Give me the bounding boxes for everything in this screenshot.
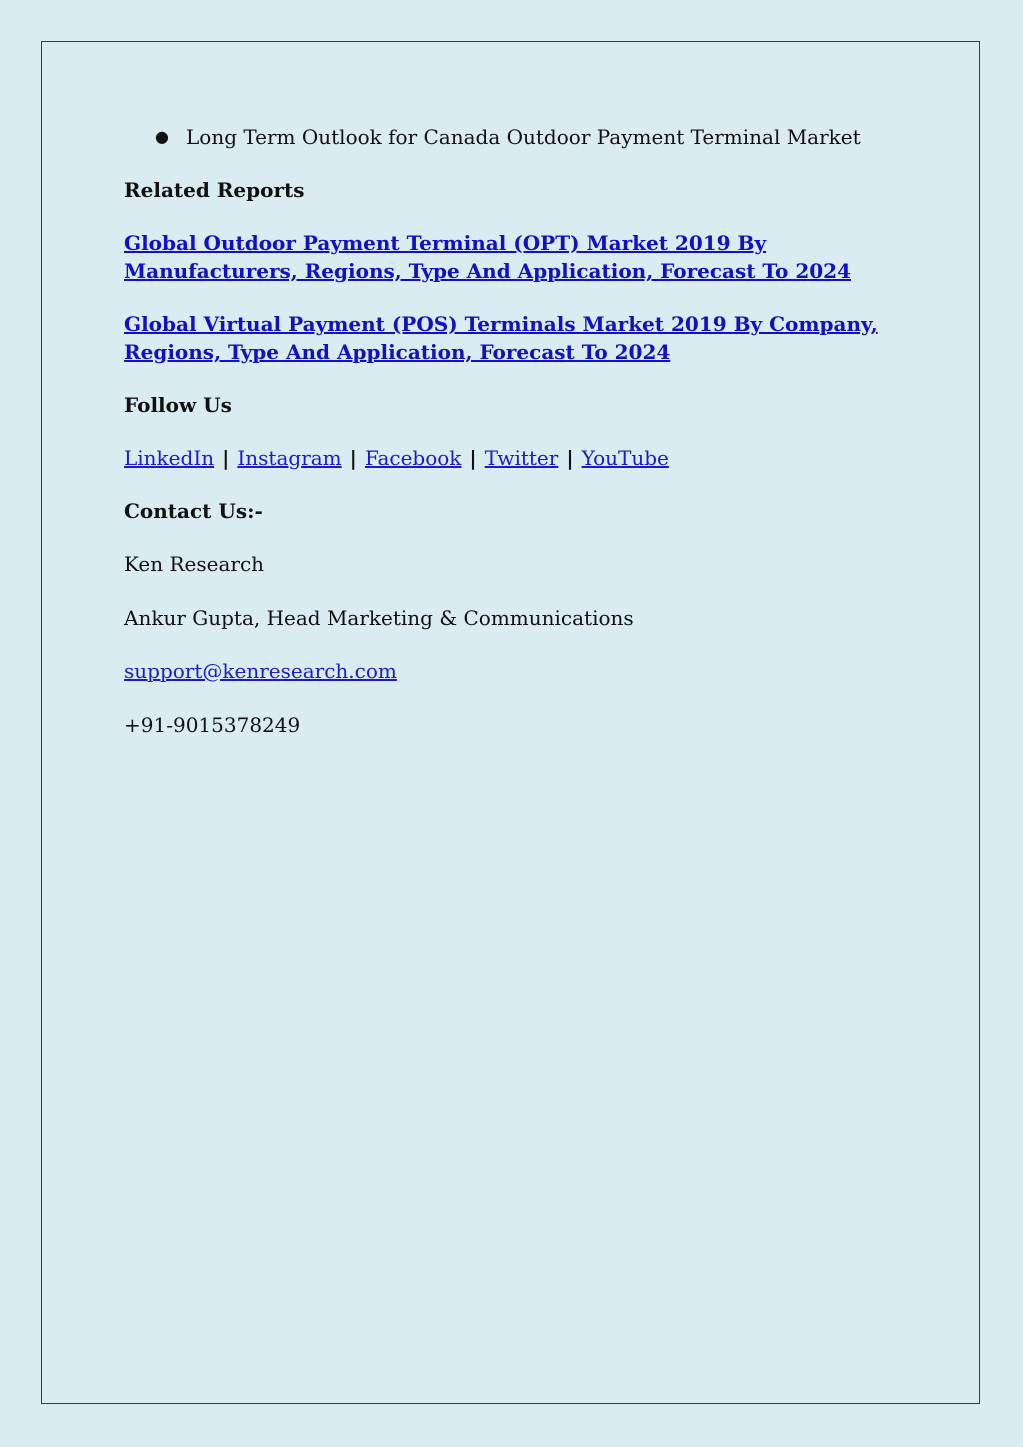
email-link[interactable]: support@kenresearch.com — [124, 659, 397, 683]
bullet-icon: ● — [155, 127, 169, 146]
instagram-link[interactable]: Instagram — [237, 446, 342, 470]
separator: | — [349, 446, 357, 470]
contact-heading: Contact Us:- — [124, 499, 263, 523]
facebook-link[interactable]: Facebook — [364, 446, 462, 470]
social-links — [124, 444, 904, 472]
related-report-link-2[interactable]: Global Virtual Payment (POS) Terminals Market 2019 By Company, Regions, Type And Application, Forecast To 2024 — [124, 312, 878, 364]
outlook-bullet-text: Long Term Outlook for Canada Outdoor Payment Terminal Market — [186, 125, 861, 149]
separator: | — [566, 446, 574, 470]
contact-person: Ankur Gupta, Head Marketing & Communications — [124, 606, 634, 630]
separator: | — [222, 446, 230, 470]
company-name: Ken Research — [124, 552, 265, 576]
phone-number: +91-9015378249 — [124, 713, 301, 737]
related-report-1 — [124, 229, 904, 285]
linkedin-link[interactable]: LinkedIn — [124, 446, 215, 470]
list-item — [124, 123, 966, 151]
twitter-link[interactable]: Twitter — [484, 446, 559, 470]
separator: | — [469, 446, 477, 470]
related-report-2 — [124, 310, 904, 366]
related-report-link-1[interactable]: Global Outdoor Payment Terminal (OPT) Market 2019 By Manufacturers, Regions, Type And Application, Forecast To 2024 — [124, 231, 851, 283]
follow-us-heading: Follow Us — [124, 393, 232, 417]
related-reports-heading: Related Reports — [124, 178, 305, 202]
document-content — [124, 0, 904, 737]
email-row — [124, 657, 904, 685]
youtube-link[interactable]: YouTube — [581, 446, 669, 470]
